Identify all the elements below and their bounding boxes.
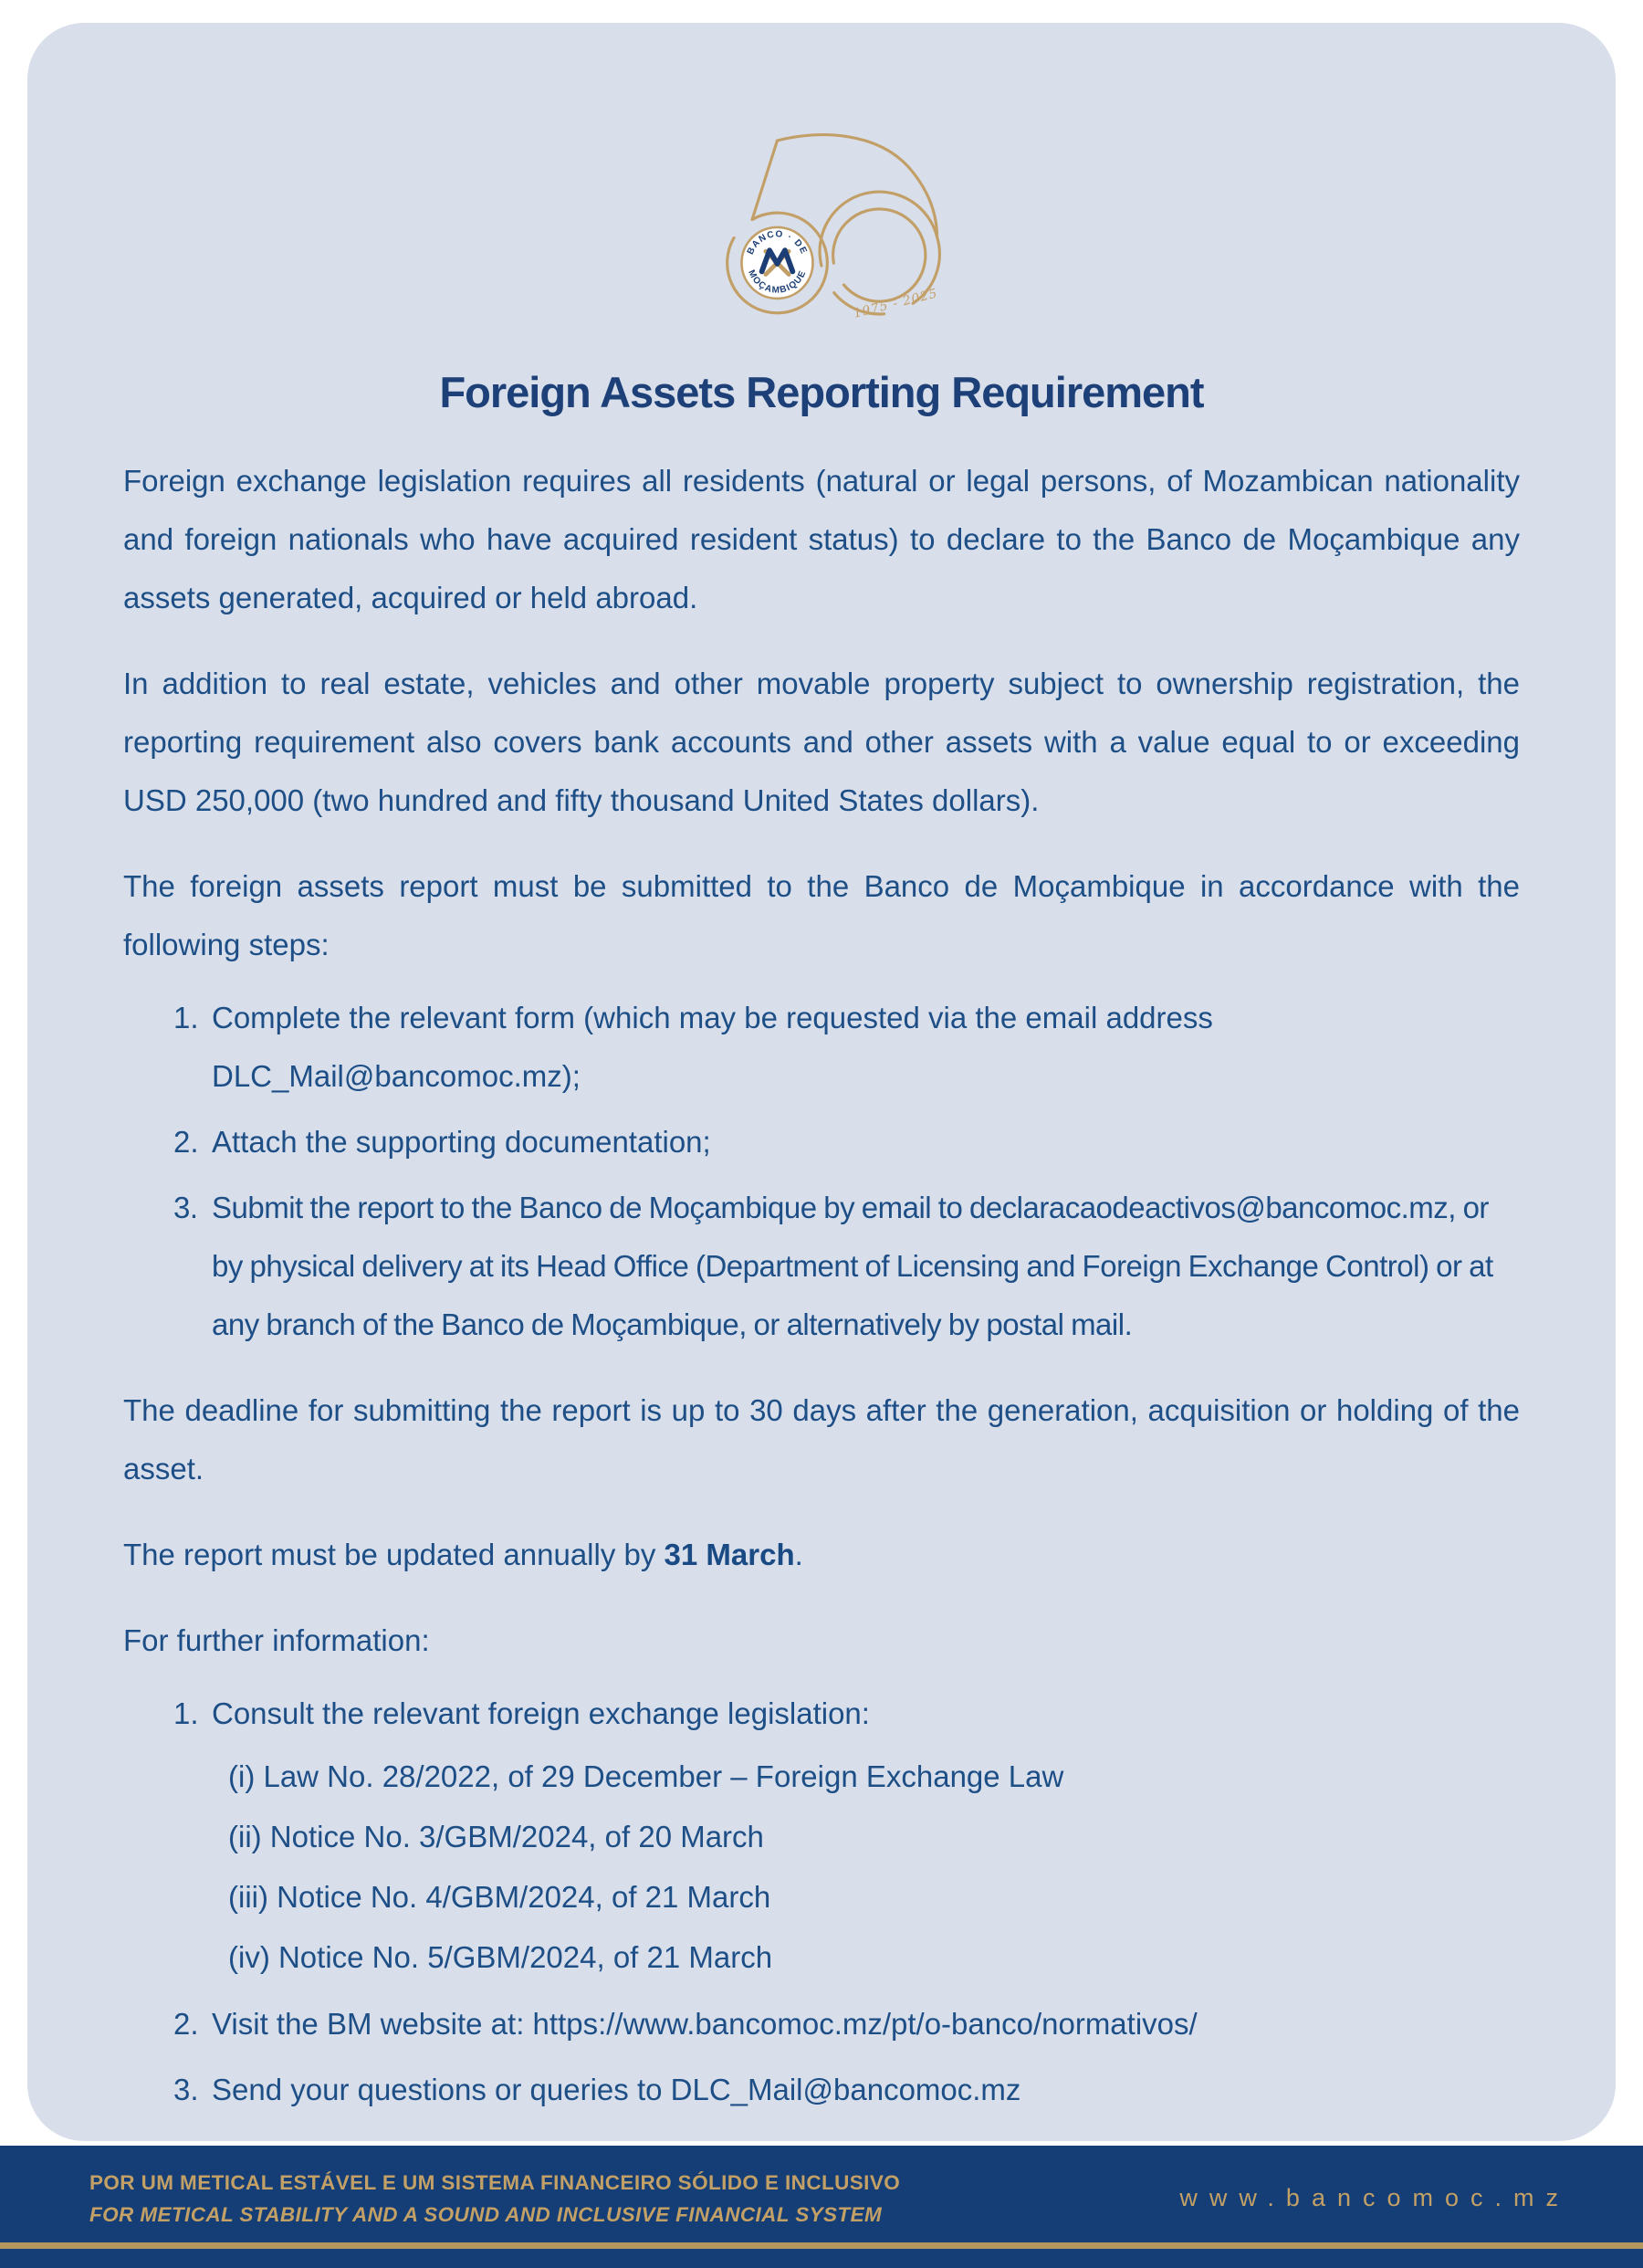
- submission-steps-list: [123, 989, 1520, 1354]
- update-period: .: [794, 1538, 803, 1571]
- logo-years: 1975 - 2025: [852, 286, 940, 321]
- annual-update-paragraph: [123, 1526, 1520, 1584]
- info-item-contact-email: [173, 2061, 1520, 2119]
- footer-gold-stripe: [0, 2242, 1643, 2249]
- page-title: Foreign Assets Reporting Requirement: [439, 368, 1204, 416]
- update-text: The report must be updated annually by: [123, 1538, 665, 1571]
- step-attach-documentation: Attach the supporting documentation;: [212, 1125, 711, 1159]
- legislation-law-28-2022: (i) Law No. 28/2022, of 29 December – Foreign Exchange Law: [228, 1759, 1064, 1793]
- footer-bar: [0, 2146, 1643, 2268]
- deadline-paragraph: The deadline for submitting the report is up to 30 days after the generation, acquisition or holding of the asset.: [123, 1393, 1520, 1486]
- emblem-ring-text-bottom: MOÇAMBIQUE: [746, 268, 809, 296]
- footer-slogans: [89, 2167, 900, 2231]
- legislation-notice-4-gbm-2024: (iii) Notice No. 4/GBM/2024, of 21 March: [228, 1880, 771, 1914]
- emblem-ring-text-top: BANCO · DE: [745, 229, 810, 257]
- website-url-text: Visit the BM website at: https://www.bancomoc.mz/pt/o-banco/normativos/: [212, 2007, 1198, 2041]
- info-item-legislation: [173, 1685, 1520, 1988]
- info-item-website: [173, 1995, 1520, 2053]
- further-information-list: [123, 1685, 1520, 2119]
- slogan-english: FOR METICAL STABILITY AND A SOUND AND INCLUSIVE FINANCIAL SYSTEM: [89, 2203, 883, 2226]
- logo-five-flag-sweep: [777, 135, 937, 237]
- slogan-portuguese: POR UM METICAL ESTÁVEL E UM SISTEMA FINANCEIRO SÓLIDO E INCLUSIVO: [89, 2171, 901, 2194]
- logo-container: [123, 123, 1520, 340]
- update-deadline-date: 31 March: [664, 1538, 795, 1571]
- legislation-notice-3-gbm-2024: (ii) Notice No. 3/GBM/2024, of 20 March: [228, 1820, 764, 1853]
- legislation-sublist: [212, 1747, 1520, 1988]
- scope-paragraph: In addition to real estate, vehicles and other movable property subject to ownership registration, the reporting requirement also covers bank accounts and other assets with a value equal to or exceeding USD 250,000 (two hundred and fifty thousand United States dollars).: [123, 667, 1520, 817]
- submission-paragraph: The foreign assets report must be submitted to the Banco de Moçambique in accordance with the following steps:: [123, 869, 1520, 961]
- footer-website-url: www.bancomoc.mz: [1179, 2184, 1570, 2211]
- logo-zero-inner-ring: [833, 209, 926, 301]
- intro-paragraph: Foreign exchange legislation requires all residents (natural or legal persons, of Mozambican nationality and foreign nationals who have acquired resident status) to declare to the Banco de Moçambique any assets generated, acquired or held abroad.: [123, 464, 1520, 614]
- logo-five-stem: [752, 141, 777, 219]
- banco-mocambique-50-logo: [693, 123, 950, 335]
- notice-panel: [27, 23, 1616, 2141]
- legislation-notice-5-gbm-2024: (iv) Notice No. 5/GBM/2024, of 21 March: [228, 1940, 773, 1974]
- step-submit-report: Submit the report to the Banco de Moçambique by email to declaracaodeactivos@bancomoc.mz, or by physical delivery at its Head Office (Department of Licensing and Foreign Exchange Control) or at any branch of the Banco de Moçambique, or alternatively by postal mail.: [212, 1191, 1493, 1341]
- further-information-heading: For further information:: [123, 1623, 430, 1657]
- contact-email-text: Send your questions or queries to DLC_Mail@bancomoc.mz: [212, 2073, 1021, 2106]
- step-complete-form: Complete the relevant form (which may be requested via the email address DLC_Mail@bancomoc.mz);: [212, 1001, 1213, 1093]
- info-item-legislation-label: Consult the relevant foreign exchange legislation:: [212, 1696, 870, 1730]
